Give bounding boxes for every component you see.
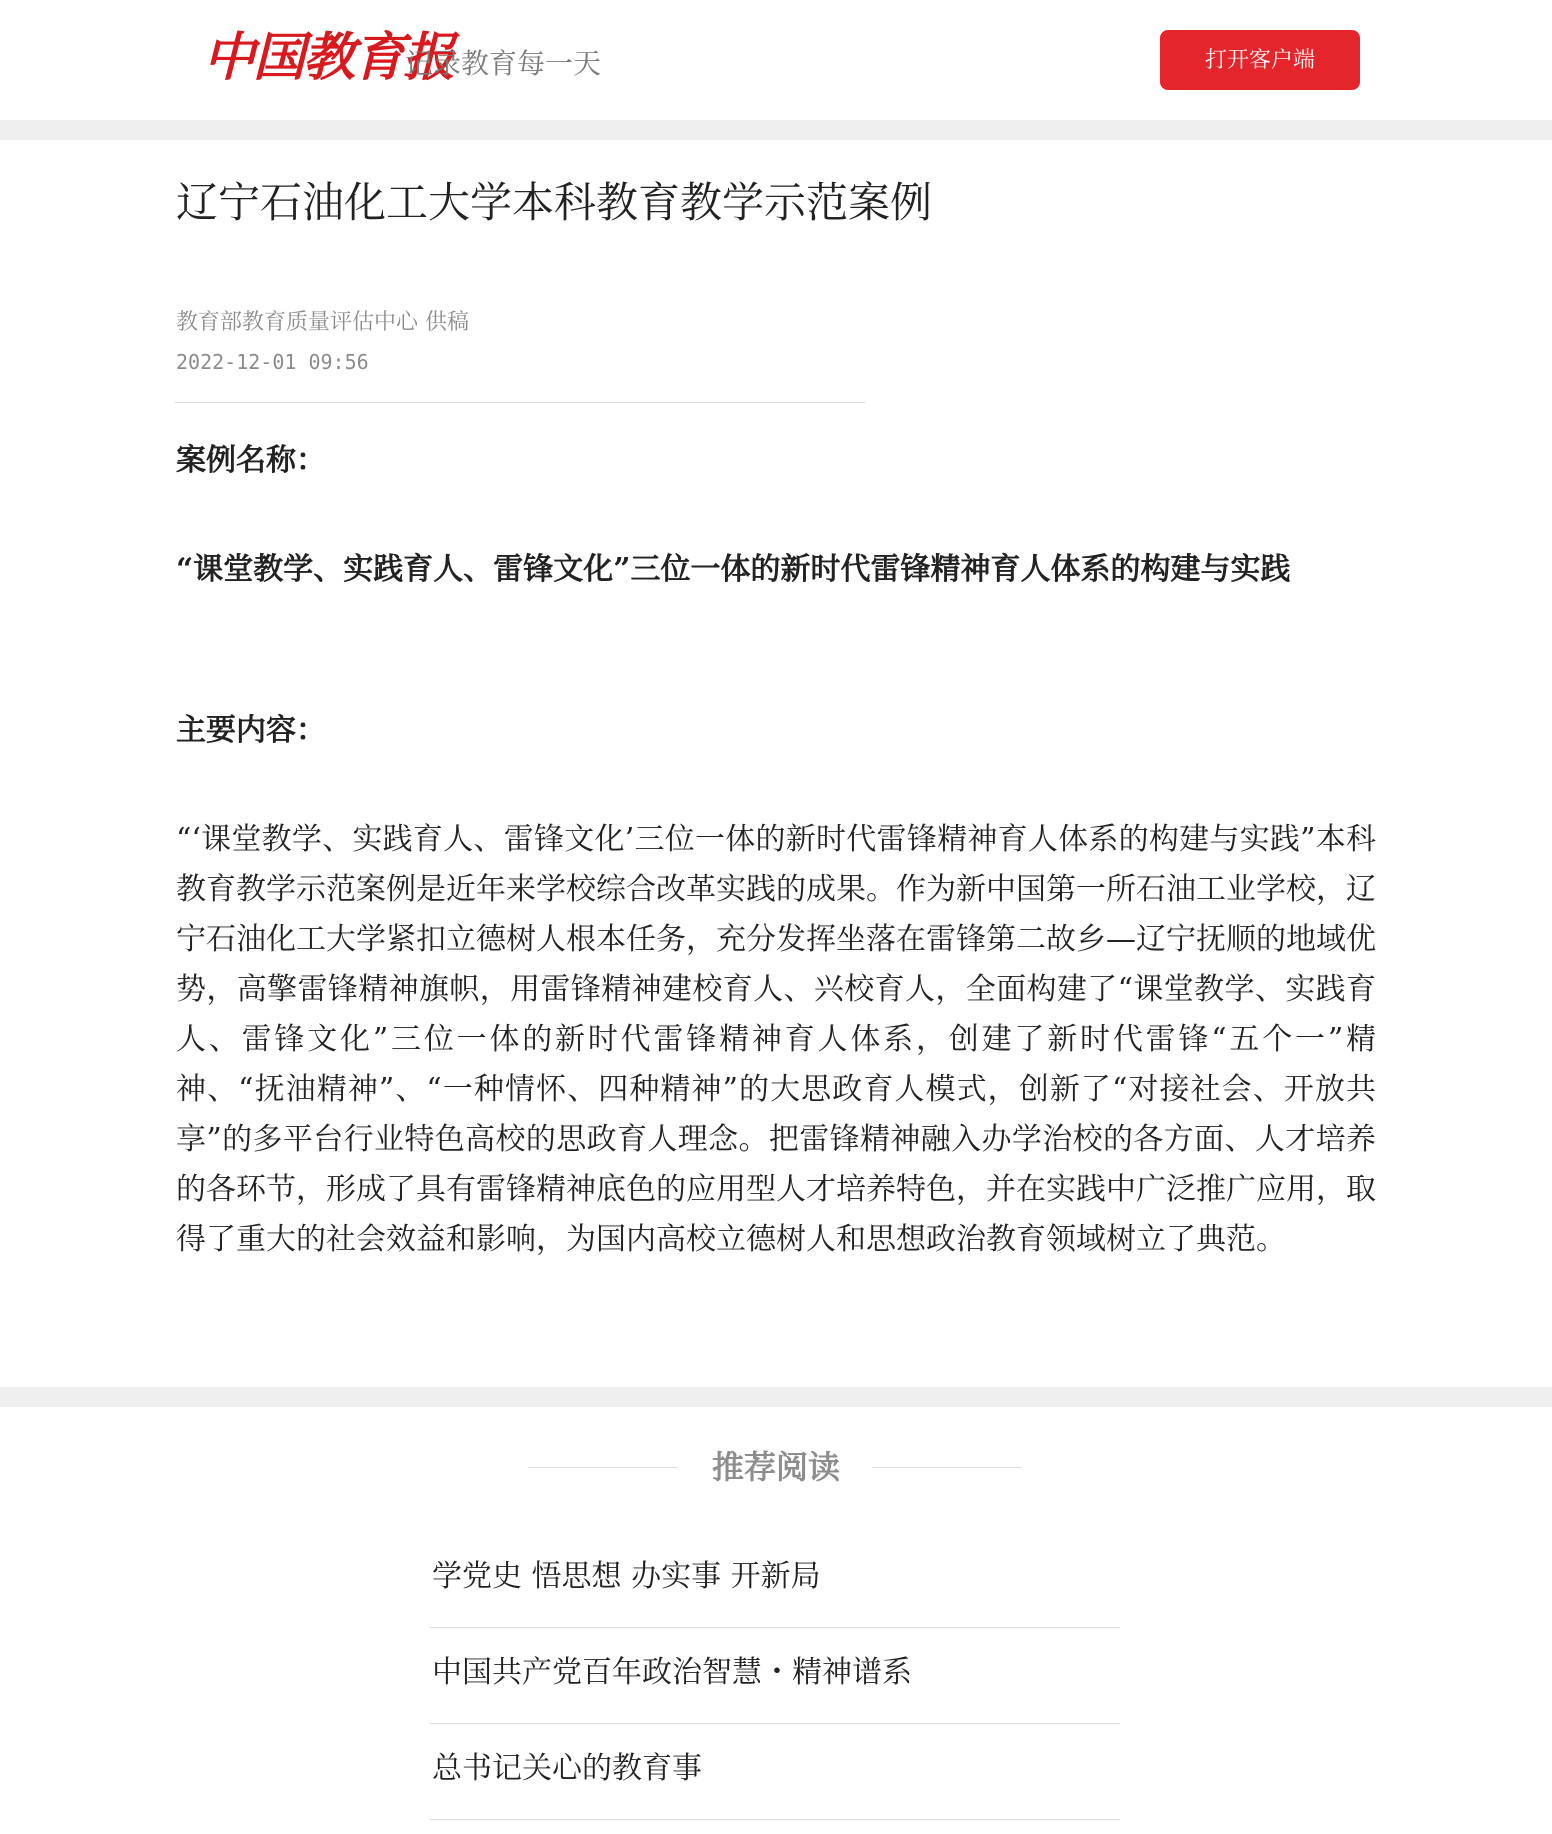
article-title: 辽宁石油化工大学本科教育教学示范案例	[176, 178, 933, 227]
article-date: 2022-12-01 09:56	[176, 350, 369, 374]
meta-divider	[175, 402, 865, 403]
main-content-label: 主要内容：	[176, 713, 326, 748]
recommended-item-label: 学党史 悟思想 办实事 开新局	[432, 1559, 821, 1594]
recommended-reading-section	[0, 1407, 1552, 1834]
article-section	[0, 140, 1552, 1387]
case-title: “课堂教学、实践育人、雷锋文化”三位一体的新时代雷锋精神育人体系的构建与实践	[176, 552, 1291, 587]
section-divider-band	[0, 1387, 1552, 1407]
section-divider-band	[0, 120, 1552, 140]
recommended-reading-title: 推荐阅读	[711, 1448, 840, 1486]
case-name-label: 案例名称：	[176, 443, 326, 478]
article-source: 教育部教育质量评估中心 供稿	[176, 310, 469, 335]
open-app-button[interactable]: 打开客户端	[1160, 30, 1360, 90]
recommended-item[interactable]	[430, 1627, 1120, 1724]
top-header	[0, 0, 1552, 120]
brand-slogan: 记录教育每一天	[405, 47, 602, 80]
rec-title-line-right	[872, 1467, 1022, 1468]
article-paragraph: “‘课堂教学、实践育人、雷锋文化’三位一体的新时代雷锋精神育人体系的构建与实践”本科教育教学示范案例是近年来学校综合改革实践的成果。作为新中国第一所石油工业学校，辽宁石油化工大学紧扣立德树人根本任务，充分发挥坐落在雷锋第二故乡—辽宁抚顺的地域优势，高擎雷锋精神旗帜，用雷锋精神建校育人、兴校育人，全面构建了“课堂教学、实践育人、雷锋文化”三位一体的新时代雷锋精神育人体系，创建了新时代雷锋“五个一”精神、“抚油精神”、“一种情怀、四种精神”的大思政育人模式，创新了“对接社会、开放共享”的多平台行业特色高校的思政育人理念。把雷锋精神融入办学治校的各方面、人才培养的各环节，形成了具有雷锋精神底色的应用型人才培养特色，并在实践中广泛推广应用，取得了重大的社会效益和影响，为国内高校立德树人和思想政治教育领域树立了典范。	[176, 822, 1376, 1257]
recommended-item-label: 总书记关心的教育事	[432, 1751, 702, 1786]
recommended-item[interactable]	[430, 1723, 1120, 1820]
recommended-item-label: 中国共产党百年政治智慧・精神谱系	[432, 1655, 912, 1690]
recommended-item[interactable]	[430, 1531, 1120, 1628]
brand-logo[interactable]: 中国教育报	[203, 27, 454, 88]
